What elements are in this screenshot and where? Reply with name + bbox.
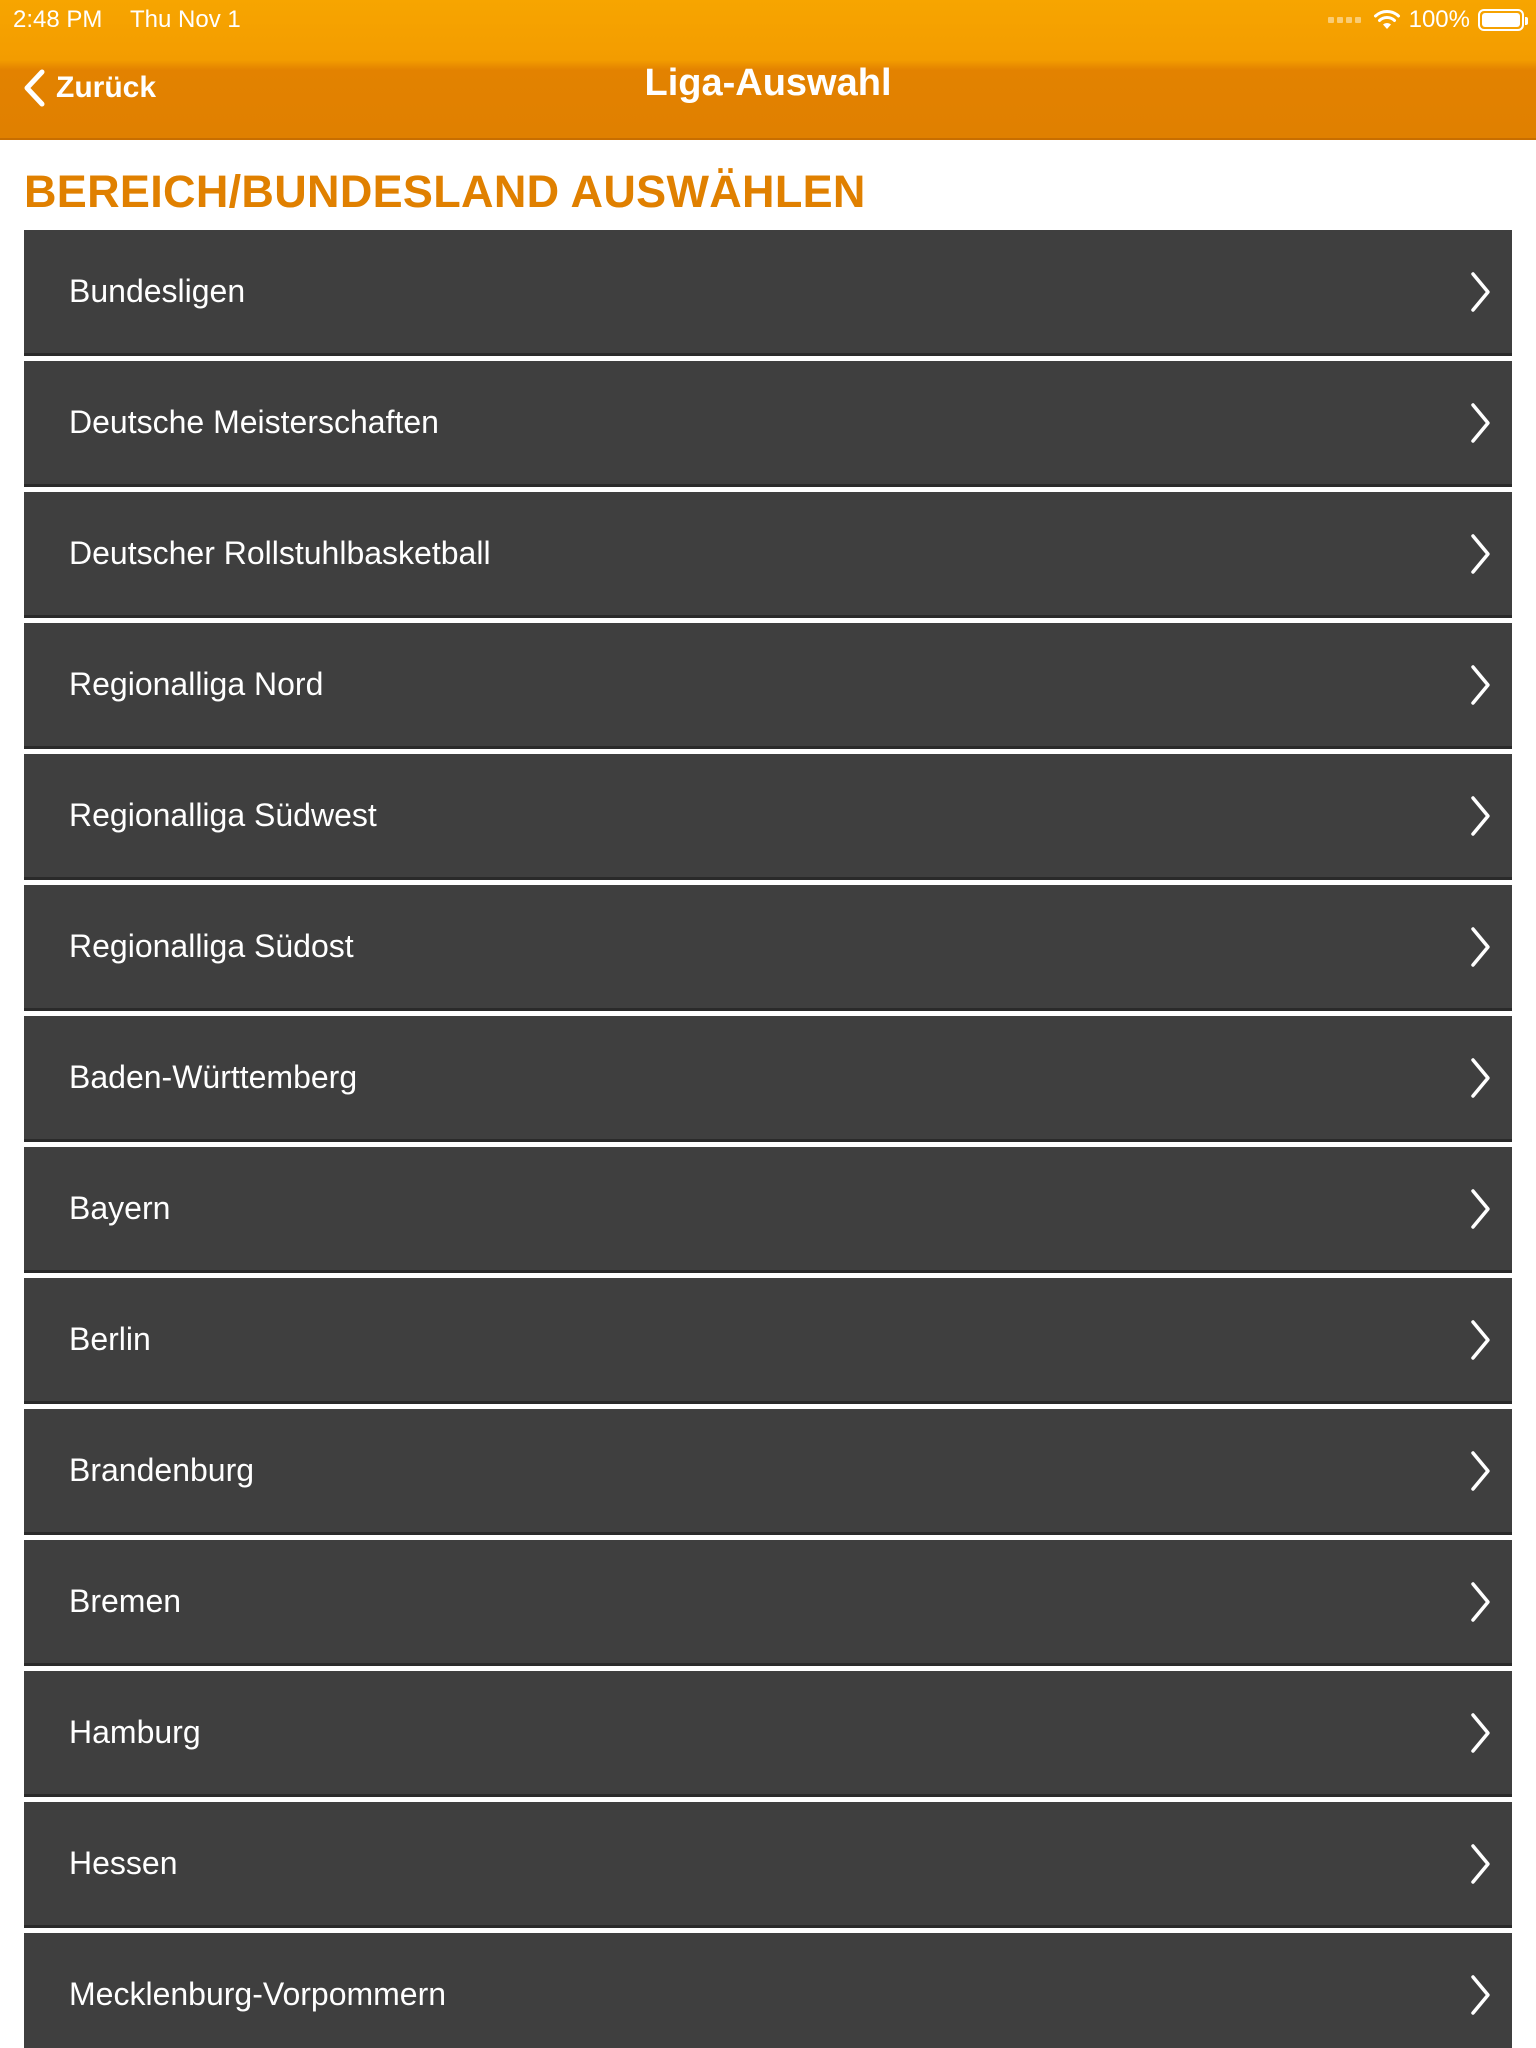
list-item[interactable] xyxy=(24,1016,1512,1142)
list-item[interactable] xyxy=(24,1278,1512,1404)
status-time: 2:48 PM xyxy=(13,6,103,33)
list-item-label: Mecklenburg-Vorpommern xyxy=(69,1976,447,2012)
list-item-label: Brandenburg xyxy=(69,1452,255,1488)
list-item[interactable] xyxy=(24,1671,1512,1797)
chevron-right-icon xyxy=(1466,1056,1494,1100)
list-item[interactable] xyxy=(24,492,1512,618)
list-item[interactable] xyxy=(24,1540,1512,1666)
navigation-bar xyxy=(0,40,1536,138)
list-item-label: Regionalliga Nord xyxy=(69,666,324,702)
chevron-right-icon xyxy=(1466,925,1494,969)
status-date: Thu Nov 1 xyxy=(130,6,241,33)
top-header xyxy=(0,0,1536,140)
list-item-label: Bundesligen xyxy=(69,273,246,309)
list-item[interactable] xyxy=(24,361,1512,487)
list-item[interactable] xyxy=(24,1933,1512,2048)
list-item[interactable] xyxy=(24,230,1512,356)
section-title: BEREICH/BUNDESLAND AUSWÄHLEN xyxy=(24,166,866,217)
battery-percent: 100% xyxy=(1408,6,1470,33)
league-list xyxy=(24,230,1512,2048)
chevron-right-icon xyxy=(1466,1973,1494,2017)
list-item[interactable] xyxy=(24,623,1512,749)
status-bar xyxy=(0,0,1536,40)
chevron-right-icon xyxy=(1466,663,1494,707)
list-item[interactable] xyxy=(24,885,1512,1011)
chevron-right-icon xyxy=(1466,532,1494,576)
chevron-right-icon xyxy=(1466,1187,1494,1231)
list-item-label: Berlin xyxy=(69,1321,151,1357)
list-item[interactable] xyxy=(24,1147,1512,1273)
wifi-icon xyxy=(1373,9,1401,31)
chevron-right-icon xyxy=(1466,270,1494,314)
chevron-right-icon xyxy=(1466,1318,1494,1362)
list-item-label: Hamburg xyxy=(69,1714,201,1750)
chevron-right-icon xyxy=(1466,1580,1494,1624)
list-item-label: Deutsche Meisterschaften xyxy=(69,404,439,440)
chevron-right-icon xyxy=(1466,794,1494,838)
chevron-right-icon xyxy=(1466,1449,1494,1493)
list-item[interactable] xyxy=(24,1409,1512,1535)
list-item-label: Baden-Württemberg xyxy=(69,1059,358,1095)
list-item-label: Hessen xyxy=(69,1845,178,1881)
list-item-label: Regionalliga Südwest xyxy=(69,797,377,833)
page-title: Liga-Auswahl xyxy=(644,62,892,104)
list-item-label: Bremen xyxy=(69,1583,182,1619)
chevron-right-icon xyxy=(1466,401,1494,445)
chevron-right-icon xyxy=(1466,1842,1494,1886)
signal-icon xyxy=(1328,17,1361,23)
list-item[interactable] xyxy=(24,754,1512,880)
list-item-label: Deutscher Rollstuhlbasketball xyxy=(69,535,491,571)
status-indicators xyxy=(1328,4,1524,36)
battery-icon xyxy=(1478,9,1524,31)
chevron-right-icon xyxy=(1466,1711,1494,1755)
back-button-label: Zurück xyxy=(56,71,157,104)
list-item-label: Bayern xyxy=(69,1190,171,1226)
list-item-label: Regionalliga Südost xyxy=(69,928,354,964)
list-item[interactable] xyxy=(24,1802,1512,1928)
